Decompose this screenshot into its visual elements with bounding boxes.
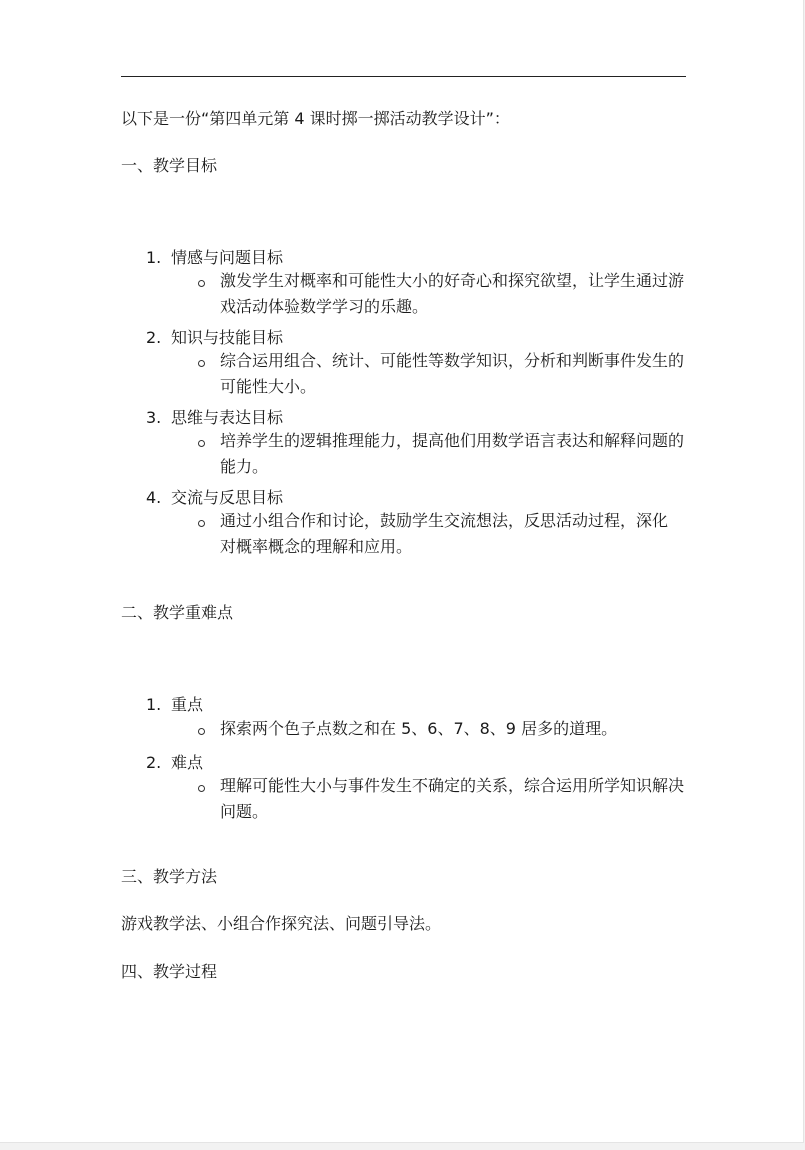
section-title-process: 四、教学过程 xyxy=(121,962,218,981)
keypoint-1-detail: 探索两个色子点数之和在 5、6、7、8、9 居多的道理。 xyxy=(220,719,618,738)
bullet-icon xyxy=(198,440,205,447)
objective-1-number: 1. xyxy=(146,248,162,267)
objective-1-label: 情感与问题目标 xyxy=(171,248,284,267)
objective-4-detail: 通过小组合作和讨论，鼓励学生交流想法，反思活动过程，深化对概率概念的理解和应用。 xyxy=(220,511,669,556)
intro-text: 以下是一份“第四单元第 4 课时掷一掷活动教学设计”： xyxy=(121,109,510,128)
objective-2-label: 知识与技能目标 xyxy=(171,328,284,347)
bullet-icon xyxy=(198,360,205,367)
bullet-icon xyxy=(198,785,205,792)
objective-4-label: 交流与反思目标 xyxy=(171,488,284,507)
keypoint-2-number: 2. xyxy=(146,753,162,772)
bullet-icon xyxy=(198,728,205,735)
section-title-objectives: 一、教学目标 xyxy=(121,156,218,175)
bullet-icon xyxy=(198,520,205,527)
keypoint-1-label: 重点 xyxy=(171,695,204,714)
objective-3-detail: 培养学生的逻辑推理能力，提高他们用数学语言表达和解释问题的能力。 xyxy=(220,431,685,476)
section-title-key-points: 二、教学重难点 xyxy=(121,603,234,622)
methods-text: 游戏教学法、小组合作探究法、问题引导法。 xyxy=(121,914,442,933)
objective-1-detail: 激发学生对概率和可能性大小的好奇心和探究欲望，让学生通过游戏活动体验数学学习的乐趣。 xyxy=(220,271,685,316)
objective-2-detail: 综合运用组合、统计、可能性等数学知识，分析和判断事件发生的可能性大小。 xyxy=(220,351,685,396)
header-rule xyxy=(121,76,686,77)
keypoint-2-label: 难点 xyxy=(171,753,204,772)
objective-4-number: 4. xyxy=(146,488,162,507)
keypoint-1-number: 1. xyxy=(146,695,162,714)
objective-3-number: 3. xyxy=(146,408,162,427)
objective-3-label: 思维与表达目标 xyxy=(171,408,284,427)
objective-2-number: 2. xyxy=(146,328,162,347)
section-title-methods: 三、教学方法 xyxy=(121,867,218,886)
bullet-icon xyxy=(198,280,205,287)
keypoint-2-detail: 理解可能性大小与事件发生不确定的关系，综合运用所学知识解决问题。 xyxy=(220,776,685,821)
